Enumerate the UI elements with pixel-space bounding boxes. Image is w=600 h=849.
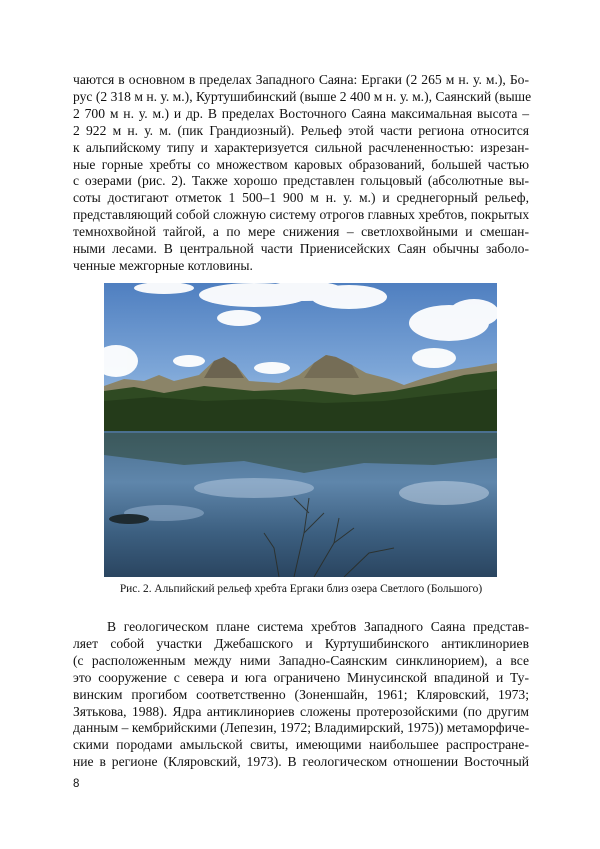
text-line: чаются в основном в пределах Западного Саяна: Ергаки (2 265 м н. у. м.), Бо- [73, 72, 529, 87]
page-number: 8 [73, 778, 80, 790]
text-line: ляет собой участки Джебашского и Куртушибинского антиклинориев [73, 635, 529, 651]
figure-photo-ergaki-lake [104, 283, 497, 577]
rock-in-water [109, 514, 149, 524]
figure-caption: Рис. 2. Альпийский рельеф хребта Ергаки близ озера Светлого (Большого) [119, 583, 483, 595]
text-line: это сооружение с севера и юга ограничено Минусинской впадиной и Ту- [73, 669, 529, 685]
text-line: Зятькова, 1988). Ядра антиклинориев сложены протерозойскими (по другим [73, 703, 529, 719]
text-line: представляющий собой сложную систему отрогов главных хребтов, покрытых [73, 207, 530, 223]
paragraph-relief [73, 72, 532, 275]
text-line: ние в регионе (Кляровский, 1973). В геологическом отношении Восточный [73, 754, 529, 770]
text-line: (с расположенным между ними Западно-Саянским синклинорием), а все [73, 652, 529, 668]
text-line: ные горные хребты со множеством каровых образований, большей частью [73, 156, 529, 172]
text-line: В геологическом плане система хребтов Западного Саяна представ- [107, 619, 529, 634]
text-line: к альпийскому типу и характеризуется сильной расчлененностью: изрезан- [73, 139, 529, 155]
text-line: данным – кембрийскими (Лепезин, 1972; Владимирский, 1975)) метаморфиче- [73, 720, 530, 736]
text-line: ченные межгорные котловины. [73, 257, 253, 273]
text-line: с озерами (рис. 2). Также хорошо представлен гольцовый (абсолютные вы- [73, 173, 529, 189]
text-line: ными лесами. В центральной части Приенисейских Саян обычны заболо- [73, 241, 529, 257]
text-line: скими породами амыльской свиты, имеющими наибольшее распростране- [73, 737, 529, 753]
text-line: рус (2 318 м н. у. м.), Куртушибинский (выше 2 400 м н. у. м.), Саянский (выше [73, 88, 532, 104]
text-line: 2 922 м н. у. м. (пик Грандиозный). Рельеф этой части региона относится [73, 122, 529, 138]
text-line: темнохвойной тайгой, а по мере снижения – светлохвойными и смешан- [73, 224, 529, 240]
paragraph-geology [73, 619, 529, 771]
text-line: 2 700 м н. у. м.) и др. В пределах Восточного Саяна максимальная высота – [73, 105, 529, 121]
landscape-photo [104, 283, 497, 577]
text-line: винским прогибом соответственно (Зоненшайн, 1961; Кляровский, 1973; [73, 686, 529, 702]
text-line: соты достигают отметок 1 500–1 900 м н. у. м.) и среднегорный рельеф, [73, 190, 529, 206]
